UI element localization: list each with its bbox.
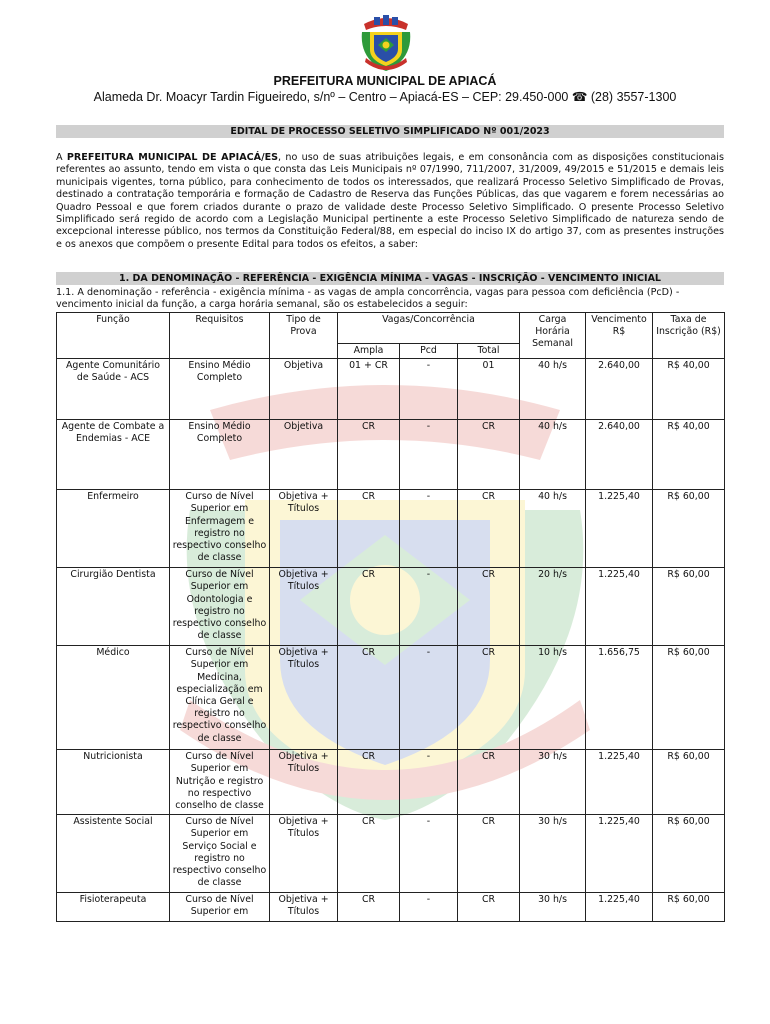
cell-carga: 30 h/s (520, 750, 586, 815)
positions-table (56, 312, 725, 922)
cell-total: CR (458, 815, 520, 893)
cell-pcd: - (400, 815, 458, 893)
table-row (57, 646, 725, 750)
cell-vencimento: 2.640,00 (586, 420, 653, 490)
cell-tipo: Objetiva + Títulos (270, 646, 338, 750)
header-pcd: Pcd (400, 344, 458, 359)
cell-pcd: - (400, 420, 458, 490)
cell-requisitos: Curso de Nível Superior em Enfermagem e registro no respectivo conselho de classe (170, 490, 270, 568)
cell-vencimento: 1.656,75 (586, 646, 653, 750)
cell-tipo: Objetiva (270, 420, 338, 490)
table-row (57, 893, 725, 922)
cell-vencimento: 1.225,40 (586, 815, 653, 893)
intro-paragraph (56, 152, 724, 251)
cell-ampla: CR (338, 490, 400, 568)
cell-total: 01 (458, 359, 520, 420)
cell-ampla: CR (338, 815, 400, 893)
cell-total: CR (458, 568, 520, 646)
cell-taxa: R$ 60,00 (653, 646, 725, 750)
cell-pcd: - (400, 359, 458, 420)
cell-pcd: - (400, 568, 458, 646)
cell-total: CR (458, 646, 520, 750)
header-taxa: Taxa de Inscrição (R$) (653, 313, 725, 359)
cell-carga: 40 h/s (520, 420, 586, 490)
cell-carga: 20 h/s (520, 568, 586, 646)
cell-ampla: CR (338, 568, 400, 646)
cell-ampla: 01 + CR (338, 359, 400, 420)
cell-taxa: R$ 60,00 (653, 893, 725, 922)
edital-title: EDITAL DE PROCESSO SELETIVO SIMPLIFICADO Nº 001/2023 (56, 125, 724, 138)
header-vagas: Vagas/Concorrência (338, 313, 520, 344)
cell-ampla: CR (338, 893, 400, 922)
cell-vencimento: 1.225,40 (586, 490, 653, 568)
cell-total: CR (458, 893, 520, 922)
cell-funcao: Cirurgião Dentista (57, 568, 170, 646)
cell-pcd: - (400, 646, 458, 750)
cell-requisitos: Curso de Nível Superior em Serviço Social e registro no respectivo conselho de classe (170, 815, 270, 893)
cell-funcao: Agente Comunitário de Saúde - ACS (57, 359, 170, 420)
cell-requisitos: Ensino Médio Completo (170, 420, 270, 490)
intro-organization: PREFEITURA MUNICIPAL DE APIACÁ/ES (66, 152, 279, 163)
header-carga: Carga Horária Semanal (520, 313, 586, 359)
header-requisitos: Requisitos (170, 313, 270, 359)
municipal-address: Alameda Dr. Moacyr Tardin Figueiredo, s/nº – Centro – Apiacá-ES – CEP: 29.450-000 ☎ (28) 3557-1300 (93, 90, 677, 104)
header-total: Total (458, 344, 520, 359)
cell-vencimento: 2.640,00 (586, 359, 653, 420)
table-row (57, 359, 725, 420)
cell-requisitos: Curso de Nível Superior em Odontologia e registro no respectivo conselho de classe (170, 568, 270, 646)
cell-total: CR (458, 750, 520, 815)
table-row (57, 815, 725, 893)
municipal-coat-of-arms-icon (360, 14, 412, 72)
cell-total: CR (458, 490, 520, 568)
cell-carga: 10 h/s (520, 646, 586, 750)
cell-taxa: R$ 60,00 (653, 750, 725, 815)
cell-requisitos: Curso de Nível Superior em (170, 893, 270, 922)
cell-pcd: - (400, 893, 458, 922)
table-row (57, 420, 725, 490)
cell-carga: 30 h/s (520, 815, 586, 893)
section-1-subtext: 1.1. A denominação - referência - exigência mínima - as vagas de ampla concorrência, vagas para pessoa com deficiência (PcD) - vencimento inicial da função, a carga horária semanal, são os estabelecidos a seguir: (56, 287, 680, 311)
cell-ampla: CR (338, 750, 400, 815)
cell-tipo: Objetiva (270, 359, 338, 420)
cell-taxa: R$ 60,00 (653, 568, 725, 646)
table-header-row (57, 313, 725, 344)
table-row (57, 490, 725, 568)
cell-tipo: Objetiva + Títulos (270, 750, 338, 815)
cell-carga: 30 h/s (520, 893, 586, 922)
cell-vencimento: 1.225,40 (586, 893, 653, 922)
cell-taxa: R$ 40,00 (653, 420, 725, 490)
intro-text: , no uso de suas atribuições legais, e em consonância com as disposições constitucionais referentes ao assunto, tendo em vista o que consta das Leis Municipais nº 07/1990, 711/2007, 31/2009, 49/2015 e 51/2015 e demais leis municipais vigentes, torna público, para conhecimento de todos os interessados, que realizará Processo Seletivo Simplificado de Provas, destinado a contratação temporária e formação de Cadastro de Reserva das Funções Públicas, das que vagarem e forem necessárias ao Quadro Pessoal e que forem criados durante o prazo de validade deste Processo Seletivo Simplificado. O presente Processo Seletivo Simplificado será regido de acordo com a Legislação Municipal pertinente a este Processo Seletivo Simplificado de natureza sendo de excepcional interesse público, nos termos da Constituição Federal/88, em especial do inciso IX do artigo 37, com as presentes instruções e os anexos que compõem o presente Edital para todos os efeitos, a saber: (56, 152, 724, 250)
cell-ampla: CR (338, 646, 400, 750)
header-ampla: Ampla (338, 344, 400, 359)
cell-funcao: Médico (57, 646, 170, 750)
cell-taxa: R$ 60,00 (653, 490, 725, 568)
section-1-title: 1. DA DENOMINAÇÃO - REFERÊNCIA - EXIGÊNCIA MÍNIMA - VAGAS - INSCRIÇÃO - VENCIMENTO INICIAL (56, 272, 724, 285)
cell-taxa: R$ 60,00 (653, 815, 725, 893)
header-vencimento: Vencimento R$ (586, 313, 653, 359)
cell-vencimento: 1.225,40 (586, 750, 653, 815)
table-row (57, 568, 725, 646)
header-funcao: Função (57, 313, 170, 359)
cell-funcao: Enfermeiro (57, 490, 170, 568)
intro-prefix: A (56, 152, 67, 163)
cell-carga: 40 h/s (520, 490, 586, 568)
cell-tipo: Objetiva + Títulos (270, 893, 338, 922)
table-row (57, 750, 725, 815)
cell-pcd: - (400, 490, 458, 568)
cell-tipo: Objetiva + Títulos (270, 490, 338, 568)
cell-funcao: Assistente Social (57, 815, 170, 893)
cell-ampla: CR (338, 420, 400, 490)
cell-pcd: - (400, 750, 458, 815)
cell-vencimento: 1.225,40 (586, 568, 653, 646)
cell-total: CR (458, 420, 520, 490)
cell-carga: 40 h/s (520, 359, 586, 420)
header-tipo-prova: Tipo de Prova (270, 313, 338, 359)
cell-funcao: Agente de Combate a Endemias - ACE (57, 420, 170, 490)
cell-requisitos: Curso de Nível Superior em Medicina, especialização em Clínica Geral e registro no respectivo conselho de classe (170, 646, 270, 750)
cell-tipo: Objetiva + Títulos (270, 568, 338, 646)
cell-tipo: Objetiva + Títulos (270, 815, 338, 893)
page-title: PREFEITURA MUNICIPAL DE APIACÁ (273, 74, 497, 88)
cell-funcao: Nutricionista (57, 750, 170, 815)
cell-funcao: Fisioterapeuta (57, 893, 170, 922)
cell-requisitos: Curso de Nível Superior em Nutrição e registro no respectivo conselho de classe (170, 750, 270, 815)
cell-requisitos: Ensino Médio Completo (170, 359, 270, 420)
cell-taxa: R$ 40,00 (653, 359, 725, 420)
